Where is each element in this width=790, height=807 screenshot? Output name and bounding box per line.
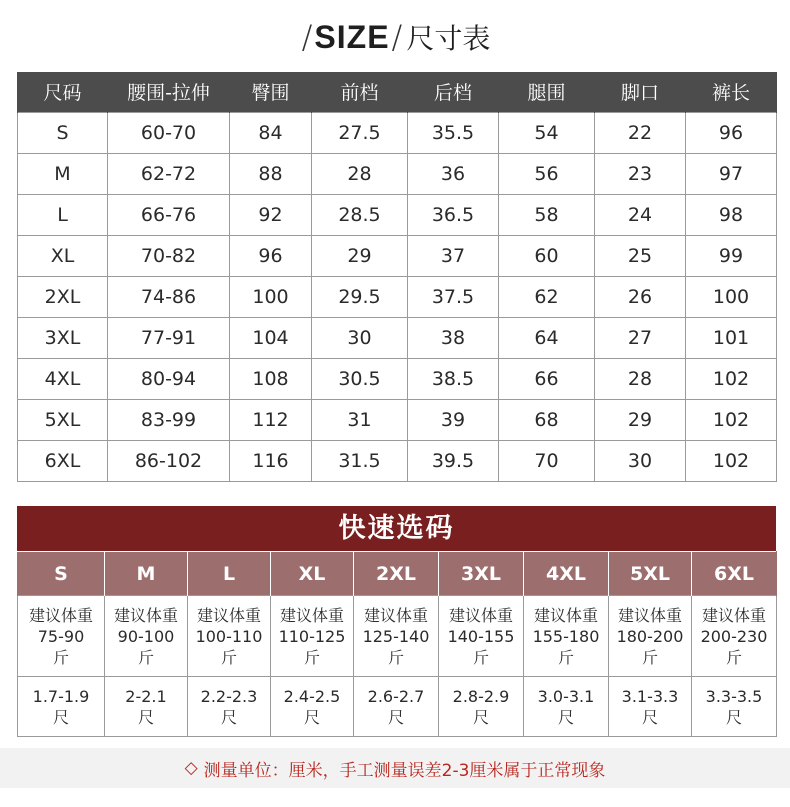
size-chart-cell: 100: [230, 276, 312, 317]
quick-weight-cell: [105, 596, 188, 677]
header-cell: 后档: [408, 72, 499, 112]
quick-weight-unit: 斤: [220, 647, 237, 667]
size-chart-cell: 62-72: [108, 153, 230, 194]
quick-weight-cell: [18, 596, 105, 677]
header-cell: 脚口: [595, 72, 686, 112]
size-chart-cell: 116: [230, 441, 312, 482]
quick-height-value: 2-2.1: [125, 686, 167, 706]
size-chart-cell: 102: [686, 400, 777, 441]
quick-height-value: 2.6-2.7: [367, 686, 425, 706]
size-chart-cell: 84: [230, 112, 312, 153]
quick-height-unit: 尺: [137, 707, 154, 727]
title-slash: /: [391, 18, 403, 56]
quick-weight-value: 200-230: [700, 626, 768, 646]
size-chart-cell: 31.5: [312, 441, 408, 482]
quick-weight-unit: 斤: [725, 647, 742, 667]
quick-height-value: 2.2-2.3: [200, 686, 258, 706]
size-chart-cell: 77-91: [108, 317, 230, 358]
quick-height-cell: [105, 677, 188, 737]
size-chart-row: [18, 317, 777, 358]
size-chart-cell: 58: [499, 194, 595, 235]
size-chart-cell: 30: [312, 317, 408, 358]
size-chart-cell: 60: [499, 235, 595, 276]
size-chart-cell: 2XL: [18, 276, 108, 317]
size-chart-cell: 70-82: [108, 235, 230, 276]
size-chart-cell: 26: [595, 276, 686, 317]
quick-height-value: 3.3-3.5: [705, 686, 763, 706]
size-chart-cell: 102: [686, 441, 777, 482]
quick-size-cell: M: [105, 552, 188, 596]
header-cell: 裤长: [686, 72, 777, 112]
quick-height-unit: 尺: [557, 707, 574, 727]
size-chart-cell: 37: [408, 235, 499, 276]
size-chart-cell: 64: [499, 317, 595, 358]
quick-weight-value: 100-110: [195, 626, 263, 646]
size-chart-cell: 6XL: [18, 441, 108, 482]
quick-size-cell: 6XL: [692, 552, 777, 596]
size-chart-cell: 98: [686, 194, 777, 235]
size-chart-cell: 36.5: [408, 194, 499, 235]
size-chart-cell: 56: [499, 153, 595, 194]
size-chart-cell: 83-99: [108, 400, 230, 441]
quick-size-cell: S: [18, 552, 105, 596]
quick-height-unit: 尺: [220, 707, 237, 727]
header-cell: 前档: [312, 72, 408, 112]
size-chart-row: [18, 276, 777, 317]
quick-height-cell: [354, 677, 439, 737]
quick-weight-label: 建议体重: [617, 605, 682, 625]
quick-weight-unit: 斤: [303, 647, 320, 667]
quick-weight-label: 建议体重: [448, 605, 513, 625]
quick-weight-cell: [439, 596, 524, 677]
quick-height-cell: [524, 677, 609, 737]
quick-weight-label: 建议体重: [113, 605, 178, 625]
size-chart-cell: 70: [499, 441, 595, 482]
quick-height-unit: 尺: [303, 707, 320, 727]
quick-size-cell: 2XL: [354, 552, 439, 596]
size-chart-cell: 62: [499, 276, 595, 317]
quick-weight-unit: 斤: [472, 647, 489, 667]
header-cell: 臀围: [230, 72, 312, 112]
size-chart-cell: 66-76: [108, 194, 230, 235]
quick-height-unit: 尺: [725, 707, 742, 727]
size-chart-cell: M: [18, 153, 108, 194]
size-chart-cell: 68: [499, 400, 595, 441]
quick-select-table: [17, 551, 777, 737]
quick-weight-value: 180-200: [616, 626, 684, 646]
measurement-note: [0, 748, 790, 788]
quick-weight-label: 建议体重: [363, 605, 428, 625]
quick-height-cell: [692, 677, 777, 737]
quick-weight-cell: [188, 596, 271, 677]
quick-height-unit: 尺: [52, 707, 69, 727]
size-chart-cell: XL: [18, 235, 108, 276]
size-chart-cell: 74-86: [108, 276, 230, 317]
size-chart-cell: 108: [230, 359, 312, 400]
quick-height-unit: 尺: [641, 707, 658, 727]
title-subtitle: 尺寸表: [406, 22, 491, 55]
quick-height-value: 3.1-3.3: [621, 686, 679, 706]
measurement-note-text: 测量单位：厘米，手工测量误差2-3厘米属于正常现象: [203, 760, 606, 781]
size-chart-cell: 30: [595, 441, 686, 482]
quick-weight-cell: [609, 596, 692, 677]
size-chart-cell: 92: [230, 194, 312, 235]
size-chart-cell: 39: [408, 400, 499, 441]
header-cell: 腰围-拉伸: [108, 72, 230, 112]
quick-weight-value: 90-100: [117, 626, 175, 646]
quick-weight-value: 110-125: [278, 626, 346, 646]
quick-weight-label: 建议体重: [533, 605, 598, 625]
size-chart-cell: 88: [230, 153, 312, 194]
quick-height-row: [18, 677, 777, 737]
quick-height-cell: [271, 677, 354, 737]
size-chart-cell: 29.5: [312, 276, 408, 317]
quick-weight-cell: [692, 596, 777, 677]
size-chart-cell: 102: [686, 359, 777, 400]
quick-height-value: 1.7-1.9: [32, 686, 90, 706]
size-chart-row: [18, 441, 777, 482]
size-chart-cell: 28.5: [312, 194, 408, 235]
quick-weight-unit: 斤: [557, 647, 574, 667]
quick-size-cell: 3XL: [439, 552, 524, 596]
quick-height-cell: [188, 677, 271, 737]
size-chart-cell: 5XL: [18, 400, 108, 441]
size-chart-cell: 3XL: [18, 317, 108, 358]
size-chart-cell: 24: [595, 194, 686, 235]
size-chart-cell: 37.5: [408, 276, 499, 317]
size-chart-cell: 27.5: [312, 112, 408, 153]
quick-size-row: [18, 552, 777, 596]
title-slash: /: [301, 18, 313, 56]
size-chart-header-row: [18, 72, 777, 112]
quick-height-value: 3.0-3.1: [537, 686, 595, 706]
quick-weight-label: 建议体重: [196, 605, 261, 625]
quick-height-cell: [18, 677, 105, 737]
size-chart-cell: 96: [230, 235, 312, 276]
size-chart-cell: 25: [595, 235, 686, 276]
quick-weight-value: 125-140: [362, 626, 430, 646]
size-chart-cell: L: [18, 194, 108, 235]
size-chart-cell: 27: [595, 317, 686, 358]
quick-weight-unit: 斤: [387, 647, 404, 667]
quick-weight-unit: 斤: [52, 647, 69, 667]
size-chart-cell: 31: [312, 400, 408, 441]
quick-weight-unit: 斤: [641, 647, 658, 667]
quick-weight-unit: 斤: [137, 647, 154, 667]
size-chart-cell: 28: [595, 359, 686, 400]
size-chart-cell: 99: [686, 235, 777, 276]
size-chart-cell: 80-94: [108, 359, 230, 400]
size-chart-cell: 29: [312, 235, 408, 276]
size-chart-cell: 38.5: [408, 359, 499, 400]
size-chart-cell: 28: [312, 153, 408, 194]
diamond-outline-icon: ◇: [184, 758, 198, 778]
quick-weight-value: 155-180: [532, 626, 600, 646]
size-chart-cell: S: [18, 112, 108, 153]
size-chart-cell: 100: [686, 276, 777, 317]
page-title: [0, 14, 790, 60]
size-chart-row: [18, 400, 777, 441]
size-chart-row: [18, 235, 777, 276]
quick-weight-value: 140-155: [447, 626, 515, 646]
quick-size-cell: XL: [271, 552, 354, 596]
size-chart-cell: 36: [408, 153, 499, 194]
quick-height-unit: 尺: [387, 707, 404, 727]
size-chart-cell: 39.5: [408, 441, 499, 482]
title-size-word: SIZE: [314, 18, 390, 55]
quick-height-value: 2.8-2.9: [452, 686, 510, 706]
size-chart-cell: 101: [686, 317, 777, 358]
header-cell: 尺码: [18, 72, 108, 112]
size-chart-row: [18, 194, 777, 235]
quick-weight-cell: [524, 596, 609, 677]
size-chart-cell: 30.5: [312, 359, 408, 400]
quick-select-title: 快速选码: [17, 506, 776, 551]
size-chart-cell: 96: [686, 112, 777, 153]
size-chart-cell: 66: [499, 359, 595, 400]
size-chart-cell: 4XL: [18, 359, 108, 400]
quick-weight-value: 75-90: [37, 626, 85, 646]
size-chart-row: [18, 153, 777, 194]
quick-size-cell: 5XL: [609, 552, 692, 596]
size-chart-cell: 23: [595, 153, 686, 194]
header-cell: 腿围: [499, 72, 595, 112]
quick-weight-label: 建议体重: [28, 605, 93, 625]
size-chart-cell: 112: [230, 400, 312, 441]
quick-height-value: 2.4-2.5: [283, 686, 341, 706]
size-chart-cell: 22: [595, 112, 686, 153]
size-chart-table: [17, 72, 777, 482]
quick-size-cell: 4XL: [524, 552, 609, 596]
size-chart-row: [18, 112, 777, 153]
size-chart-cell: 29: [595, 400, 686, 441]
quick-weight-cell: [354, 596, 439, 677]
size-chart-cell: 60-70: [108, 112, 230, 153]
quick-weight-cell: [271, 596, 354, 677]
size-chart-cell: 86-102: [108, 441, 230, 482]
quick-weight-row: [18, 596, 777, 677]
quick-height-unit: 尺: [472, 707, 489, 727]
quick-weight-label: 建议体重: [701, 605, 766, 625]
size-chart-cell: 104: [230, 317, 312, 358]
size-chart-cell: 38: [408, 317, 499, 358]
quick-size-cell: L: [188, 552, 271, 596]
quick-weight-label: 建议体重: [279, 605, 344, 625]
quick-height-cell: [439, 677, 524, 737]
size-chart-row: [18, 359, 777, 400]
size-chart-cell: 54: [499, 112, 595, 153]
quick-height-cell: [609, 677, 692, 737]
size-chart-cell: 35.5: [408, 112, 499, 153]
size-chart-cell: 97: [686, 153, 777, 194]
